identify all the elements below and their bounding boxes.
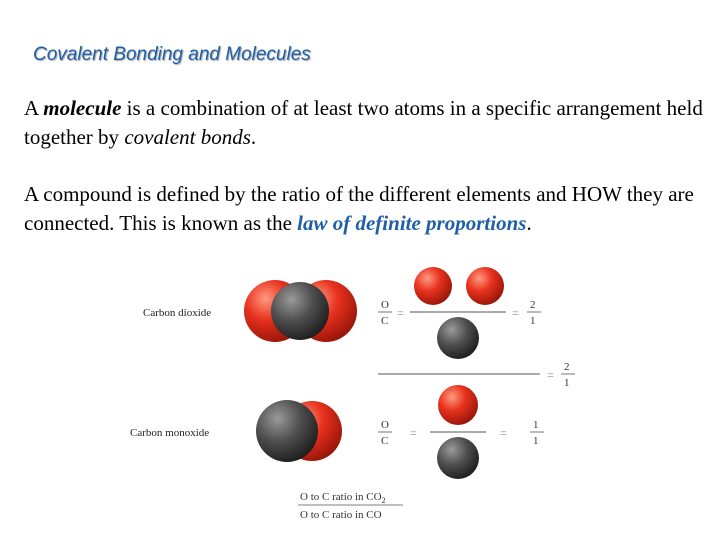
co2-ratio-numerator: 2	[530, 299, 536, 311]
carbon-atom	[437, 437, 479, 479]
oxygen-atom	[414, 267, 452, 305]
text-segment: A compound is defined by the ratio of the different elements and HOW they are connected. This is known as the	[24, 182, 694, 235]
oxygen-symbol: O	[381, 299, 389, 311]
carbon-monoxide-label: Carbon monoxide	[130, 427, 210, 439]
caption-numerator	[300, 491, 386, 505]
co-ratio-numerator: 1	[533, 419, 539, 431]
carbon-symbol: C	[381, 315, 389, 327]
oxygen-atom	[438, 385, 478, 425]
carbon-atom	[437, 317, 479, 359]
co2-ratio-denominator: 1	[530, 315, 536, 327]
carbon-atom	[256, 400, 318, 462]
term-molecule: molecule	[43, 96, 122, 120]
co-ratio-denominator: 1	[533, 435, 539, 447]
oxygen-atom	[466, 267, 504, 305]
co2-molecule	[244, 280, 357, 342]
carbon-atom	[271, 282, 329, 340]
text-segment: .	[526, 211, 532, 235]
equals-sign: =	[547, 368, 554, 382]
term-law-of-definite-proportions: law of definite proportions	[297, 211, 527, 235]
text-segment: .	[250, 125, 257, 149]
slide-title: Covalent Bonding and Molecules	[33, 44, 311, 65]
overall-ratio-denominator: 1	[564, 377, 570, 389]
caption-denominator: O to C ratio in CO	[300, 509, 382, 521]
text-segment: is a combination of at least two atoms in a specific arrangement held together by	[24, 96, 703, 149]
carbon-dioxide-label: Carbon dioxide	[143, 307, 212, 319]
overall-ratio-numerator: 2	[564, 361, 570, 373]
caption-numerator-text: O to C ratio in CO	[300, 491, 382, 503]
co-molecule	[256, 400, 342, 462]
text-segment: A	[24, 96, 44, 120]
equals-sign: =	[397, 306, 404, 320]
carbon-symbol: C	[381, 435, 389, 447]
equals-sign: =	[512, 306, 519, 320]
equals-sign: =	[410, 426, 417, 440]
caption-numerator-subscript: 2	[381, 496, 386, 505]
term-covalent-bonds: covalent bonds	[124, 125, 251, 149]
equals-sign: =	[500, 426, 507, 440]
oxygen-symbol: O	[381, 419, 389, 431]
